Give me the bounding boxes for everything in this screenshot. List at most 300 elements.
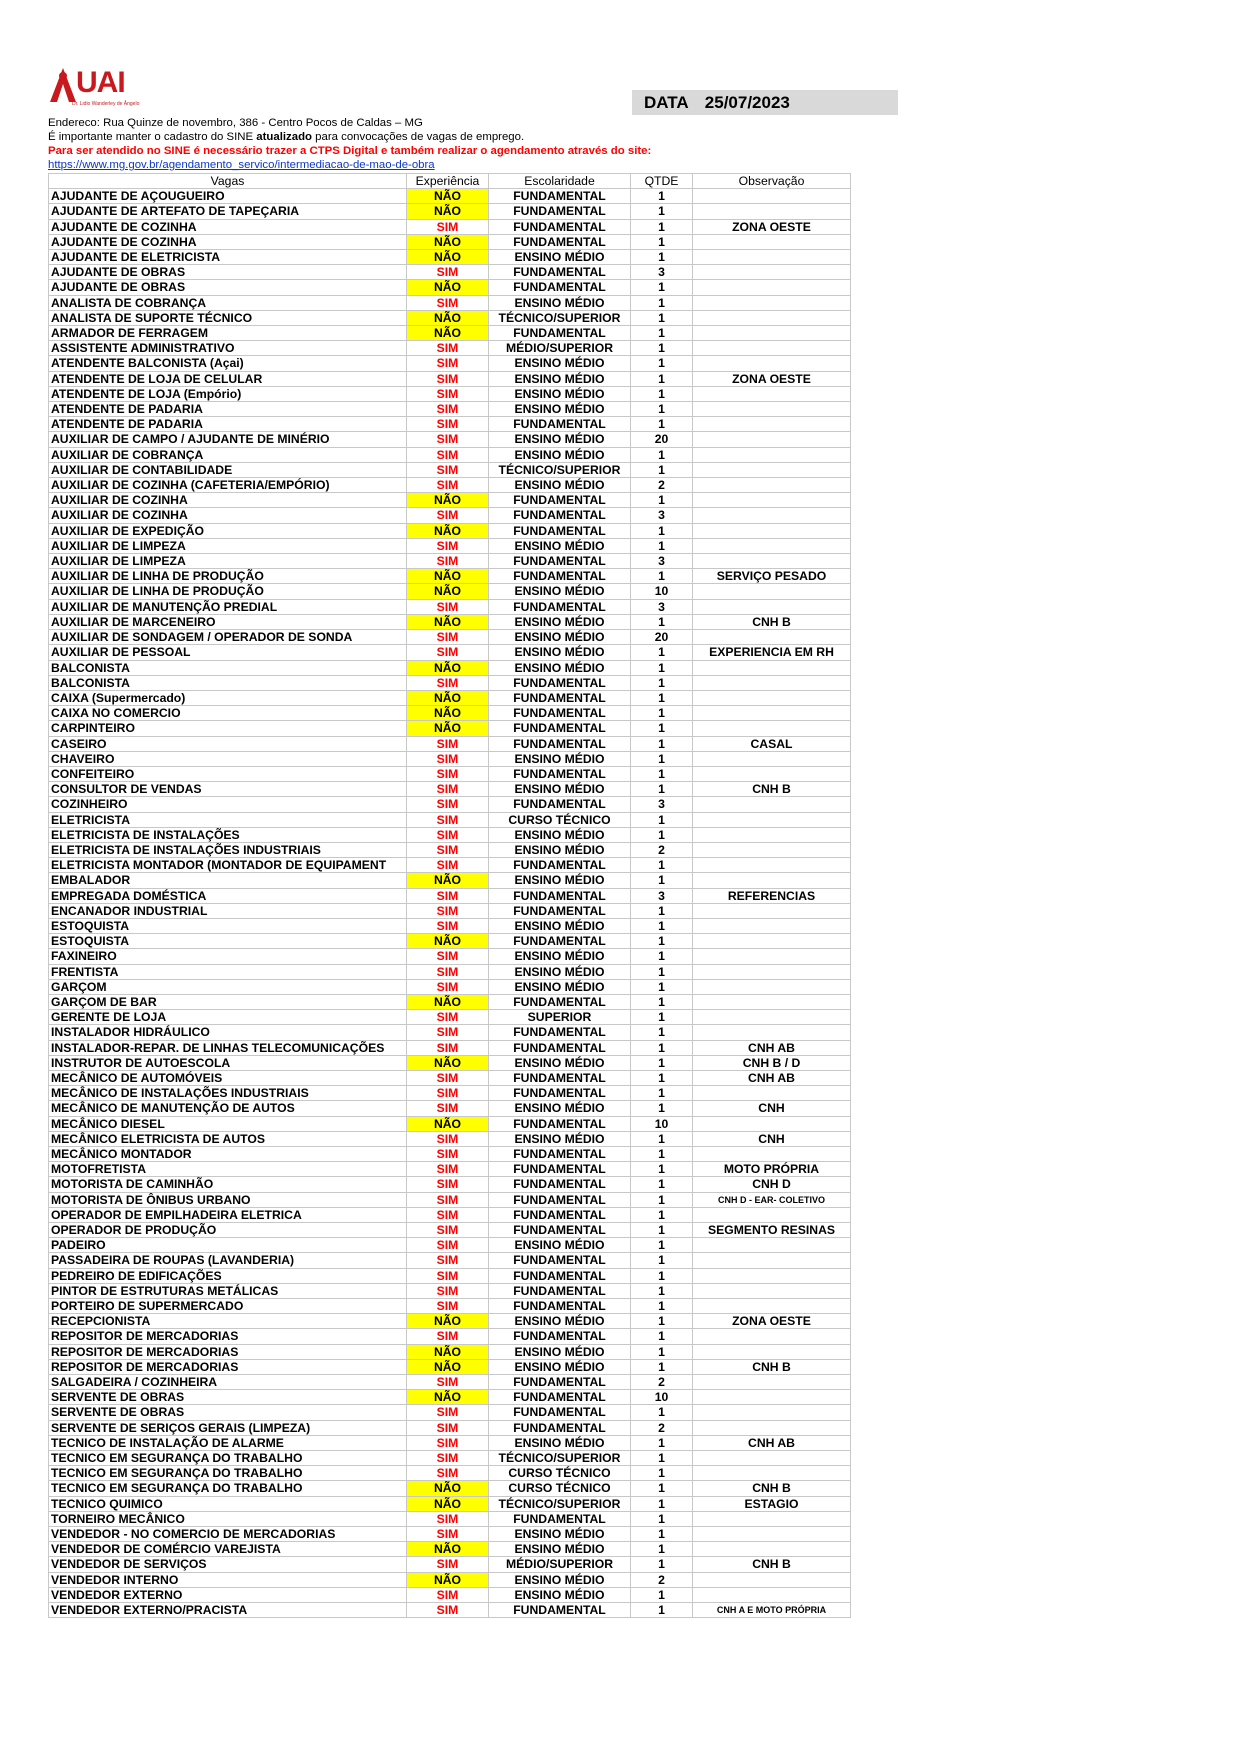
table-row: [49, 234, 851, 249]
escolaridade-cell: FUNDAMENTAL: [489, 934, 631, 949]
escolaridade-cell: FUNDAMENTAL: [489, 1375, 631, 1390]
escolaridade-cell: TÉCNICO/SUPERIOR: [489, 462, 631, 477]
escolaridade-cell: ENSINO MÉDIO: [489, 1587, 631, 1602]
vaga-cell: MOTORISTA DE CAMINHÃO: [49, 1177, 407, 1192]
table-row: [49, 280, 851, 295]
escolaridade-cell: ENSINO MÉDIO: [489, 250, 631, 265]
qtde-cell: 1: [631, 1162, 693, 1177]
qtde-cell: 1: [631, 189, 693, 204]
escolaridade-cell: FUNDAMENTAL: [489, 721, 631, 736]
table-row: [49, 751, 851, 766]
escolaridade-cell: FUNDAMENTAL: [489, 994, 631, 1009]
observacao-cell: EXPERIENCIA EM RH: [693, 645, 851, 660]
table-row: [49, 189, 851, 204]
qtde-cell: 1: [631, 903, 693, 918]
qtde-cell: 1: [631, 1283, 693, 1298]
experiencia-cell: SIM: [407, 1511, 489, 1526]
table-row: [49, 1177, 851, 1192]
vaga-cell: AUXILIAR DE COZINHA: [49, 493, 407, 508]
qtde-cell: 1: [631, 1192, 693, 1207]
experiencia-cell: NÃO: [407, 690, 489, 705]
escolaridade-cell: FUNDAMENTAL: [489, 1086, 631, 1101]
observacao-cell: [693, 1010, 851, 1025]
observacao-cell: [693, 538, 851, 553]
qtde-cell: 1: [631, 1405, 693, 1420]
escolaridade-cell: ENSINO MÉDIO: [489, 538, 631, 553]
observacao-cell: [693, 508, 851, 523]
observacao-cell: [693, 341, 851, 356]
vaga-cell: MECÂNICO DE MANUTENÇÃO DE AUTOS: [49, 1101, 407, 1116]
qtde-cell: 1: [631, 523, 693, 538]
table-row: [49, 599, 851, 614]
experiencia-cell: SIM: [407, 630, 489, 645]
escolaridade-cell: FUNDAMENTAL: [489, 508, 631, 523]
experiencia-cell: SIM: [407, 736, 489, 751]
experiencia-cell: NÃO: [407, 1116, 489, 1131]
escolaridade-cell: FUNDAMENTAL: [489, 234, 631, 249]
qtde-cell: 1: [631, 934, 693, 949]
vaga-cell: AUXILIAR DE LINHA DE PRODUÇÃO: [49, 569, 407, 584]
experiencia-cell: NÃO: [407, 614, 489, 629]
escolaridade-cell: ENSINO MÉDIO: [489, 842, 631, 857]
table-row: [49, 554, 851, 569]
vaga-cell: CAIXA (Supermercado): [49, 690, 407, 705]
table-row: [49, 645, 851, 660]
qtde-cell: 1: [631, 1344, 693, 1359]
vaga-cell: FRENTISTA: [49, 964, 407, 979]
qtde-cell: 1: [631, 1314, 693, 1329]
vaga-cell: SERVENTE DE SERIÇOS GERAIS (LIMPEZA): [49, 1420, 407, 1435]
experiencia-cell: SIM: [407, 1238, 489, 1253]
escolaridade-cell: FUNDAMENTAL: [489, 1603, 631, 1618]
table-row: [49, 782, 851, 797]
vaga-cell: EMBALADOR: [49, 873, 407, 888]
observacao-cell: [693, 842, 851, 857]
table-row: [49, 1268, 851, 1283]
qtde-cell: 2: [631, 1420, 693, 1435]
experiencia-cell: SIM: [407, 675, 489, 690]
experiencia-cell: SIM: [407, 447, 489, 462]
qtde-cell: 1: [631, 979, 693, 994]
observacao-cell: [693, 949, 851, 964]
observacao-cell: [693, 690, 851, 705]
vaga-cell: SERVENTE DE OBRAS: [49, 1390, 407, 1405]
escolaridade-cell: FUNDAMENTAL: [489, 1223, 631, 1238]
escolaridade-cell: MÉDIO/SUPERIOR: [489, 341, 631, 356]
qtde-cell: 3: [631, 265, 693, 280]
escolaridade-cell: FUNDAMENTAL: [489, 1405, 631, 1420]
qtde-cell: 1: [631, 326, 693, 341]
vaga-cell: ELETRICISTA DE INSTALAÇÕES INDUSTRIAIS: [49, 842, 407, 857]
table-row: [49, 1587, 851, 1602]
escolaridade-cell: FUNDAMENTAL: [489, 675, 631, 690]
vaga-cell: REPOSITOR DE MERCADORIAS: [49, 1329, 407, 1344]
experiencia-cell: NÃO: [407, 250, 489, 265]
experiencia-cell: NÃO: [407, 1481, 489, 1496]
vaga-cell: AJUDANTE DE OBRAS: [49, 280, 407, 295]
observacao-cell: [693, 1207, 851, 1222]
header-escolaridade: Escolaridade: [489, 174, 631, 189]
vaga-cell: TECNICO EM SEGURANÇA DO TRABALHO: [49, 1451, 407, 1466]
escolaridade-cell: ENSINO MÉDIO: [489, 1344, 631, 1359]
escolaridade-cell: FUNDAMENTAL: [489, 1420, 631, 1435]
agendamento-link[interactable]: https://www.mg.gov.br/agendamento_servico/intermediacao-de-mao-de-obra: [48, 159, 435, 171]
observacao-cell: [693, 1420, 851, 1435]
escolaridade-cell: ENSINO MÉDIO: [489, 402, 631, 417]
observacao-cell: [693, 721, 851, 736]
experiencia-cell: SIM: [407, 1268, 489, 1283]
vaga-cell: AUXILIAR DE SONDAGEM / OPERADOR DE SONDA: [49, 630, 407, 645]
table-row: [49, 1207, 851, 1222]
experiencia-cell: NÃO: [407, 523, 489, 538]
observacao-cell: [693, 1375, 851, 1390]
table-row: [49, 204, 851, 219]
vaga-cell: PORTEIRO DE SUPERMERCADO: [49, 1299, 407, 1314]
escolaridade-cell: ENSINO MÉDIO: [489, 1435, 631, 1450]
experiencia-cell: NÃO: [407, 234, 489, 249]
vaga-cell: AJUDANTE DE OBRAS: [49, 265, 407, 280]
observacao-cell: [693, 234, 851, 249]
qtde-cell: 1: [631, 310, 693, 325]
vaga-cell: AJUDANTE DE COZINHA: [49, 219, 407, 234]
observacao-cell: CNH: [693, 1131, 851, 1146]
escolaridade-cell: ENSINO MÉDIO: [489, 1101, 631, 1116]
experiencia-cell: NÃO: [407, 706, 489, 721]
experiencia-cell: NÃO: [407, 1496, 489, 1511]
escolaridade-cell: FUNDAMENTAL: [489, 493, 631, 508]
table-row: [49, 1040, 851, 1055]
qtde-cell: 1: [631, 1253, 693, 1268]
observacao-cell: [693, 1587, 851, 1602]
observacao-cell: [693, 1542, 851, 1557]
escolaridade-cell: ENSINO MÉDIO: [489, 1542, 631, 1557]
table-row: [49, 1572, 851, 1587]
experiencia-cell: SIM: [407, 1147, 489, 1162]
vaga-cell: MECÂNICO DE AUTOMÓVEIS: [49, 1070, 407, 1085]
experiencia-cell: SIM: [407, 432, 489, 447]
experiencia-cell: SIM: [407, 1603, 489, 1618]
experiencia-cell: SIM: [407, 979, 489, 994]
qtde-cell: 1: [631, 280, 693, 295]
observacao-cell: CNH B: [693, 614, 851, 629]
observacao-cell: [693, 432, 851, 447]
escolaridade-cell: SUPERIOR: [489, 1010, 631, 1025]
table-row: [49, 1162, 851, 1177]
experiencia-cell: SIM: [407, 1420, 489, 1435]
qtde-cell: 1: [631, 1542, 693, 1557]
table-row: [49, 402, 851, 417]
vagas-table: [48, 173, 851, 1618]
observacao-cell: [693, 295, 851, 310]
escolaridade-cell: ENSINO MÉDIO: [489, 782, 631, 797]
vaga-cell: AUXILIAR DE MARCENEIRO: [49, 614, 407, 629]
observacao-cell: [693, 797, 851, 812]
escolaridade-cell: FUNDAMENTAL: [489, 1040, 631, 1055]
vaga-cell: GARÇOM DE BAR: [49, 994, 407, 1009]
escolaridade-cell: ENSINO MÉDIO: [489, 614, 631, 629]
table-row: [49, 295, 851, 310]
observacao-cell: [693, 1086, 851, 1101]
table-row: [49, 1405, 851, 1420]
observacao-cell: REFERENCIAS: [693, 888, 851, 903]
table-row: [49, 918, 851, 933]
vaga-cell: CONFEITEIRO: [49, 766, 407, 781]
vaga-cell: RECEPCIONISTA: [49, 1314, 407, 1329]
notice-post: para convocações de vagas de emprego.: [312, 131, 525, 143]
qtde-cell: 1: [631, 1177, 693, 1192]
experiencia-cell: SIM: [407, 1375, 489, 1390]
experiencia-cell: SIM: [407, 949, 489, 964]
experiencia-cell: SIM: [407, 751, 489, 766]
vaga-cell: SERVENTE DE OBRAS: [49, 1405, 407, 1420]
experiencia-cell: SIM: [407, 386, 489, 401]
table-header-row: [49, 174, 851, 189]
date-label: DATA: [644, 93, 689, 112]
header-qtde: QTDE: [631, 174, 693, 189]
escolaridade-cell: FUNDAMENTAL: [489, 1268, 631, 1283]
vaga-cell: AUXILIAR DE LIMPEZA: [49, 538, 407, 553]
logo-text: UAI: [76, 66, 125, 99]
observacao-cell: CNH B: [693, 1359, 851, 1374]
table-row: [49, 1542, 851, 1557]
experiencia-cell: SIM: [407, 1070, 489, 1085]
experiencia-cell: NÃO: [407, 1542, 489, 1557]
vaga-cell: INSTALADOR-REPAR. DE LINHAS TELECOMUNICAÇÕES: [49, 1040, 407, 1055]
observacao-cell: [693, 1147, 851, 1162]
vaga-cell: ELETRICISTA MONTADOR (MONTADOR DE EQUIPAMENT: [49, 858, 407, 873]
table-row: [49, 326, 851, 341]
qtde-cell: 1: [631, 690, 693, 705]
table-row: [49, 1481, 851, 1496]
experiencia-cell: SIM: [407, 1086, 489, 1101]
vaga-cell: PADEIRO: [49, 1238, 407, 1253]
experiencia-cell: SIM: [407, 1587, 489, 1602]
observacao-cell: [693, 994, 851, 1009]
experiencia-cell: SIM: [407, 1131, 489, 1146]
observacao-cell: [693, 964, 851, 979]
observacao-cell: [693, 1405, 851, 1420]
experiencia-cell: SIM: [407, 1207, 489, 1222]
table-row: [49, 1496, 851, 1511]
vaga-cell: REPOSITOR DE MERCADORIAS: [49, 1359, 407, 1374]
vaga-cell: VENDEDOR DE SERVIÇOS: [49, 1557, 407, 1572]
table-row: [49, 766, 851, 781]
vaga-cell: ARMADOR DE FERRAGEM: [49, 326, 407, 341]
observacao-cell: [693, 447, 851, 462]
escolaridade-cell: FUNDAMENTAL: [489, 1025, 631, 1040]
observacao-cell: SEGMENTO RESINAS: [693, 1223, 851, 1238]
qtde-cell: 1: [631, 295, 693, 310]
header-observacao: Observação: [693, 174, 851, 189]
experiencia-cell: SIM: [407, 842, 489, 857]
observacao-cell: [693, 751, 851, 766]
experiencia-cell: SIM: [407, 265, 489, 280]
qtde-cell: 1: [631, 1359, 693, 1374]
experiencia-cell: SIM: [407, 797, 489, 812]
experiencia-cell: NÃO: [407, 204, 489, 219]
vaga-cell: GERENTE DE LOJA: [49, 1010, 407, 1025]
observacao-cell: [693, 1390, 851, 1405]
observacao-cell: [693, 934, 851, 949]
observacao-cell: [693, 310, 851, 325]
experiencia-cell: NÃO: [407, 493, 489, 508]
logo-figure-icon: [48, 66, 78, 106]
table-row: [49, 858, 851, 873]
escolaridade-cell: FUNDAMENTAL: [489, 1162, 631, 1177]
escolaridade-cell: ENSINO MÉDIO: [489, 979, 631, 994]
observacao-cell: [693, 386, 851, 401]
table-row: [49, 888, 851, 903]
escolaridade-cell: ENSINO MÉDIO: [489, 1572, 631, 1587]
table-row: [49, 979, 851, 994]
qtde-cell: 1: [631, 569, 693, 584]
qtde-cell: 1: [631, 1025, 693, 1040]
escolaridade-cell: ENSINO MÉDIO: [489, 1359, 631, 1374]
escolaridade-cell: FUNDAMENTAL: [489, 797, 631, 812]
vaga-cell: AUXILIAR DE MANUTENÇÃO PREDIAL: [49, 599, 407, 614]
observacao-cell: [693, 1238, 851, 1253]
escolaridade-cell: FUNDAMENTAL: [489, 1299, 631, 1314]
qtde-cell: 1: [631, 1147, 693, 1162]
experiencia-cell: SIM: [407, 356, 489, 371]
table-row: [49, 675, 851, 690]
vaga-cell: PINTOR DE ESTRUTURAS METÁLICAS: [49, 1283, 407, 1298]
vaga-cell: ATENDENTE DE PADARIA: [49, 402, 407, 417]
vaga-cell: ATENDENTE BALCONISTA (Açai): [49, 356, 407, 371]
qtde-cell: 1: [631, 1207, 693, 1222]
vaga-cell: ELETRICISTA DE INSTALAÇÕES: [49, 827, 407, 842]
qtde-cell: 1: [631, 219, 693, 234]
escolaridade-cell: FUNDAMENTAL: [489, 706, 631, 721]
table-row: [49, 690, 851, 705]
table-row: [49, 523, 851, 538]
escolaridade-cell: ENSINO MÉDIO: [489, 964, 631, 979]
table-row: [49, 478, 851, 493]
escolaridade-cell: FUNDAMENTAL: [489, 1147, 631, 1162]
escolaridade-cell: FUNDAMENTAL: [489, 326, 631, 341]
vaga-cell: TECNICO DE INSTALAÇÃO DE ALARME: [49, 1435, 407, 1450]
qtde-cell: 2: [631, 842, 693, 857]
escolaridade-cell: ENSINO MÉDIO: [489, 386, 631, 401]
qtde-cell: 1: [631, 1435, 693, 1450]
header-vagas: Vagas: [49, 174, 407, 189]
table-row: [49, 1070, 851, 1085]
qtde-cell: 1: [631, 1329, 693, 1344]
escolaridade-cell: ENSINO MÉDIO: [489, 295, 631, 310]
escolaridade-cell: ENSINO MÉDIO: [489, 827, 631, 842]
observacao-cell: CNH A E MOTO PRÓPRIA: [693, 1603, 851, 1618]
vaga-cell: AUXILIAR DE LIMPEZA: [49, 554, 407, 569]
table-row: [49, 1451, 851, 1466]
escolaridade-cell: FUNDAMENTAL: [489, 599, 631, 614]
table-row: [49, 250, 851, 265]
qtde-cell: 1: [631, 918, 693, 933]
qtde-cell: 10: [631, 584, 693, 599]
qtde-cell: 2: [631, 478, 693, 493]
experiencia-cell: SIM: [407, 1405, 489, 1420]
vaga-cell: PEDREIRO DE EDIFICAÇÕES: [49, 1268, 407, 1283]
escolaridade-cell: TÉCNICO/SUPERIOR: [489, 310, 631, 325]
escolaridade-cell: ENSINO MÉDIO: [489, 584, 631, 599]
observacao-cell: [693, 417, 851, 432]
table-row: [49, 1420, 851, 1435]
qtde-cell: 2: [631, 1375, 693, 1390]
table-row: [49, 219, 851, 234]
uai-logo: [48, 66, 140, 110]
escolaridade-cell: ENSINO MÉDIO: [489, 478, 631, 493]
qtde-cell: 1: [631, 751, 693, 766]
experiencia-cell: SIM: [407, 1010, 489, 1025]
table-row: [49, 432, 851, 447]
table-row: [49, 493, 851, 508]
experiencia-cell: SIM: [407, 888, 489, 903]
table-row: [49, 447, 851, 462]
escolaridade-cell: FUNDAMENTAL: [489, 280, 631, 295]
vaga-cell: TECNICO EM SEGURANÇA DO TRABALHO: [49, 1466, 407, 1481]
observacao-cell: [693, 250, 851, 265]
vaga-cell: ANALISTA DE COBRANÇA: [49, 295, 407, 310]
escolaridade-cell: FUNDAMENTAL: [489, 554, 631, 569]
experiencia-cell: NÃO: [407, 1572, 489, 1587]
table-row: [49, 827, 851, 842]
observacao-cell: [693, 1466, 851, 1481]
observacao-cell: [693, 660, 851, 675]
table-row: [49, 721, 851, 736]
table-row: [49, 1359, 851, 1374]
observacao-cell: [693, 1451, 851, 1466]
vaga-cell: ATENDENTE DE LOJA DE CELULAR: [49, 371, 407, 386]
escolaridade-cell: FUNDAMENTAL: [489, 888, 631, 903]
qtde-cell: 1: [631, 493, 693, 508]
experiencia-cell: SIM: [407, 1283, 489, 1298]
vaga-cell: BALCONISTA: [49, 660, 407, 675]
vaga-cell: MOTOFRETISTA: [49, 1162, 407, 1177]
qtde-cell: 1: [631, 1268, 693, 1283]
observacao-cell: [693, 903, 851, 918]
vaga-cell: ELETRICISTA: [49, 812, 407, 827]
escolaridade-cell: FUNDAMENTAL: [489, 189, 631, 204]
vaga-cell: PASSADEIRA DE ROUPAS (LAVANDERIA): [49, 1253, 407, 1268]
experiencia-cell: NÃO: [407, 1314, 489, 1329]
observacao-cell: [693, 1299, 851, 1314]
qtde-cell: 20: [631, 630, 693, 645]
observacao-cell: [693, 1527, 851, 1542]
vaga-cell: VENDEDOR INTERNO: [49, 1572, 407, 1587]
table-row: [49, 1055, 851, 1070]
experiencia-cell: NÃO: [407, 994, 489, 1009]
vaga-cell: VENDEDOR - NO COMERCIO DE MERCADORIAS: [49, 1527, 407, 1542]
experiencia-cell: SIM: [407, 219, 489, 234]
notice-pre: É importante manter o cadastro do SINE: [48, 131, 257, 143]
observacao-cell: CNH: [693, 1101, 851, 1116]
table-row: [49, 949, 851, 964]
experiencia-cell: SIM: [407, 1177, 489, 1192]
vaga-cell: MOTORISTA DE ÔNIBUS URBANO: [49, 1192, 407, 1207]
observacao-cell: [693, 1511, 851, 1526]
logo-tagline: Dr. Lidio Wanderley de Ângelo: [72, 101, 140, 107]
table-row: [49, 1253, 851, 1268]
observacao-cell: ESTAGIO: [693, 1496, 851, 1511]
vaga-cell: BALCONISTA: [49, 675, 407, 690]
vaga-cell: TECNICO QUIMICO: [49, 1496, 407, 1511]
vaga-cell: AUXILIAR DE CONTABILIDADE: [49, 462, 407, 477]
qtde-cell: 10: [631, 1390, 693, 1405]
vaga-cell: AUXILIAR DE COBRANÇA: [49, 447, 407, 462]
escolaridade-cell: ENSINO MÉDIO: [489, 918, 631, 933]
vaga-cell: OPERADOR DE PRODUÇÃO: [49, 1223, 407, 1238]
qtde-cell: 1: [631, 204, 693, 219]
observacao-cell: [693, 493, 851, 508]
